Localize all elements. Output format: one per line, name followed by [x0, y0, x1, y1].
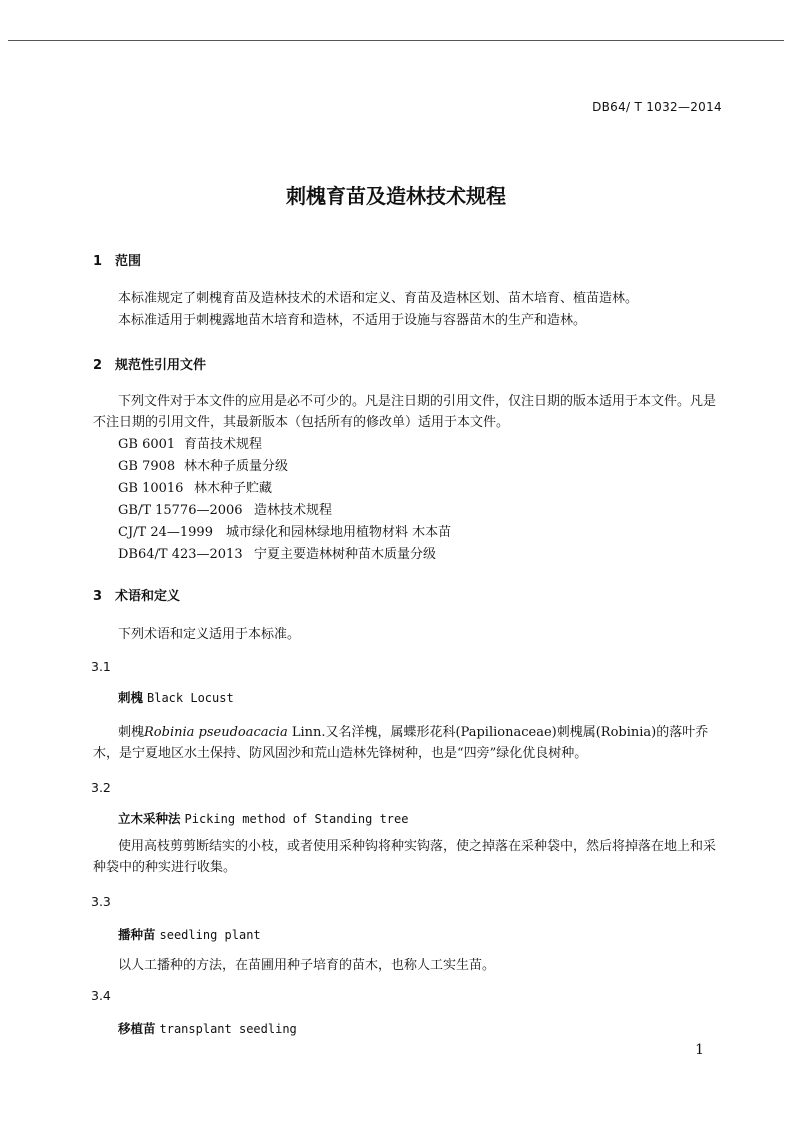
reference-name: 育苗技术规程 [184, 437, 263, 452]
reference-code: GB 10016 [118, 481, 184, 496]
term-zh: 移植苗 [118, 1021, 156, 1036]
reference-code: GB 6001 [118, 437, 176, 452]
reference-name: 宁夏主要造林树种苗木质量分级 [254, 547, 437, 562]
term-heading [118, 688, 234, 706]
term-heading [118, 925, 261, 943]
section-number: 3 [93, 589, 103, 604]
reference-item [118, 434, 262, 455]
reference-item [118, 522, 451, 543]
term-definition: 使用高枝剪剪断结实的小枝，或者使用采种钩将种实钩落，使之掉落在采种袋中，然后将掉落在地上和采种袋中的种实进行收集。 [93, 839, 717, 875]
document-title: 刺槐育苗及造林技术规程 [286, 184, 506, 208]
term-definition [93, 722, 723, 764]
section-title: 范围 [115, 254, 142, 269]
section-number: 2 [93, 358, 103, 373]
reference-name: 城市绿化和园林绿地用植物材料 木本苗 [226, 525, 452, 540]
term-number: 3.2 [91, 780, 111, 795]
reference-name: 林木种子贮藏 [194, 481, 273, 496]
term-en: Black Locust [147, 691, 234, 705]
reference-code: GB/T 15776—2006 [118, 503, 243, 518]
term-en: seedling plant [159, 928, 261, 942]
reference-item [118, 478, 272, 499]
paragraph: 本标准适用于刺槐露地苗木培育和造林，不适用于设施与容器苗木的生产和造林。 [118, 313, 587, 328]
term-definition: 以人工播种的方法，在苗圃用种子培育的苗木，也称人工实生苗。 [118, 958, 496, 973]
latin-name: Robinia pseudoacacia [144, 725, 288, 740]
standard-code: DB64/ T 1032—2014 [592, 100, 722, 114]
reference-item [118, 456, 288, 477]
page-number: 1 [695, 1042, 704, 1058]
reference-code: GB 7908 [118, 459, 176, 474]
term-number: 3.3 [91, 894, 111, 909]
reference-name: 造林技术规程 [254, 503, 333, 518]
term-en: transplant seedling [159, 1022, 297, 1036]
section-title: 术语和定义 [115, 589, 181, 604]
reference-item [118, 500, 332, 521]
paragraph: 下列术语和定义适用于本标准。 [118, 627, 301, 642]
term-en: Picking method of Standing tree [184, 812, 409, 826]
reference-code: CJ/T 24—1999 [118, 525, 213, 540]
paragraph: 下列文件对于本文件的应用是必不可少的。凡是注日期的引用文件，仅注日期的版本适用于本文件。凡是不注日期的引用文件，其最新版本（包括所有的修改单）适用于本文件。 [93, 394, 717, 430]
section-heading-normative-references [93, 354, 206, 373]
definition-text: 刺槐 [118, 725, 145, 740]
term-heading [118, 1019, 297, 1037]
reference-item [118, 544, 436, 565]
section-heading-terms [93, 585, 180, 604]
section-heading-scope [93, 250, 141, 269]
term-zh: 立木采种法 [118, 811, 181, 826]
term-heading [118, 809, 408, 827]
reference-name: 林木种子质量分级 [184, 459, 289, 474]
paragraph: 本标准规定了刺槐育苗及造林技术的术语和定义、育苗及造林区划、苗木培育、植苗造林。 [118, 291, 639, 306]
section-number: 1 [93, 254, 103, 269]
term-number: 3.4 [91, 988, 111, 1003]
header-rule [8, 40, 784, 41]
definition-text: Linn.又名洋槐，属蝶形花科(Papilionaceae)刺槐属(Robinia)的落叶乔木，是宁夏地区水土保持、防风固沙和荒山造林先锋树种，也是“四旁”绿化优良树种。 [93, 725, 709, 761]
term-number: 3.1 [91, 659, 111, 674]
term-zh: 播种苗 [118, 927, 156, 942]
term-zh: 刺槐 [118, 690, 144, 705]
reference-code: DB64/T 423—2013 [118, 547, 243, 562]
section-title: 规范性引用文件 [115, 358, 207, 373]
